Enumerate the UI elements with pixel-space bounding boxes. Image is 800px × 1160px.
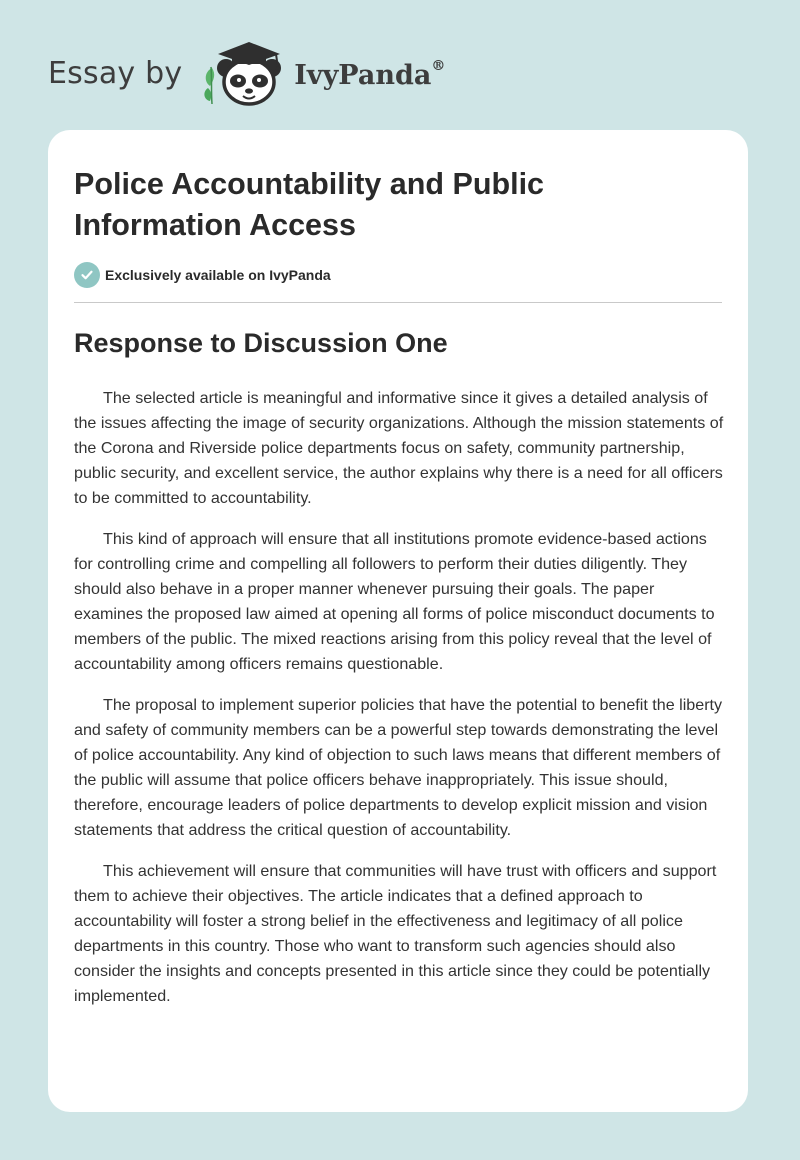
registered-mark: ® xyxy=(431,57,446,74)
exclusive-badge xyxy=(74,262,331,288)
article-card xyxy=(48,130,748,1112)
badge-label: Exclusively available on IvyPanda xyxy=(105,267,331,283)
panda-graduate-icon[interactable] xyxy=(198,38,290,108)
paragraph: The proposal to implement superior policies that have the potential to benefit the liberty and safety of community members can be a powerful step towards demonstrating the level of police accountability. Any kind of objection to such laws means that different members of the public will assume that police officers behave inappropriately. This issue should, therefore, encourage leaders of police departments to develop explicit mission and vision statements that address the critical question of accountability. xyxy=(74,696,723,839)
page-title: Police Accountability and Public Information Access xyxy=(74,167,545,242)
section-heading: Response to Discussion One xyxy=(74,328,448,358)
article-body xyxy=(74,386,724,1025)
check-icon xyxy=(74,262,100,288)
essay-by-label: Essay by xyxy=(48,55,183,91)
brand-name[interactable] xyxy=(294,57,446,91)
paragraph: This kind of approach will ensure that all institutions promote evidence-based actions for controlling crime and compelling all followers to perform their duties diligently. They should also behave in a proper manner whenever pursuing their goals. The paper examines the proposed law aimed at opening all forms of police misconduct documents to members of the public. The mixed reactions arising from this policy reveal that the level of accountability among officers remains questionable. xyxy=(74,530,715,673)
paragraph: This achievement will ensure that communities will have trust with officers and support them to achieve their objectives. The article indicates that a defined approach to accountability will foster a strong belief in the effectiveness and legitimacy of all police departments in this country. Those who want to transform such agencies should also consider the insights and concepts presented in this article since they could be potentially implemented. xyxy=(74,862,717,1005)
divider xyxy=(74,302,722,303)
brand-label: IvyPanda xyxy=(294,59,432,91)
site-header xyxy=(48,38,445,108)
paragraph: The selected article is meaningful and informative since it gives a detailed analysis of the issues affecting the image of security organizations. Although the mission statements of the Corona and Riverside police departments focus on safety, community partnership, public security, and excellent service, the author explains why there is a need for all officers to be committed to accountability. xyxy=(74,389,724,507)
